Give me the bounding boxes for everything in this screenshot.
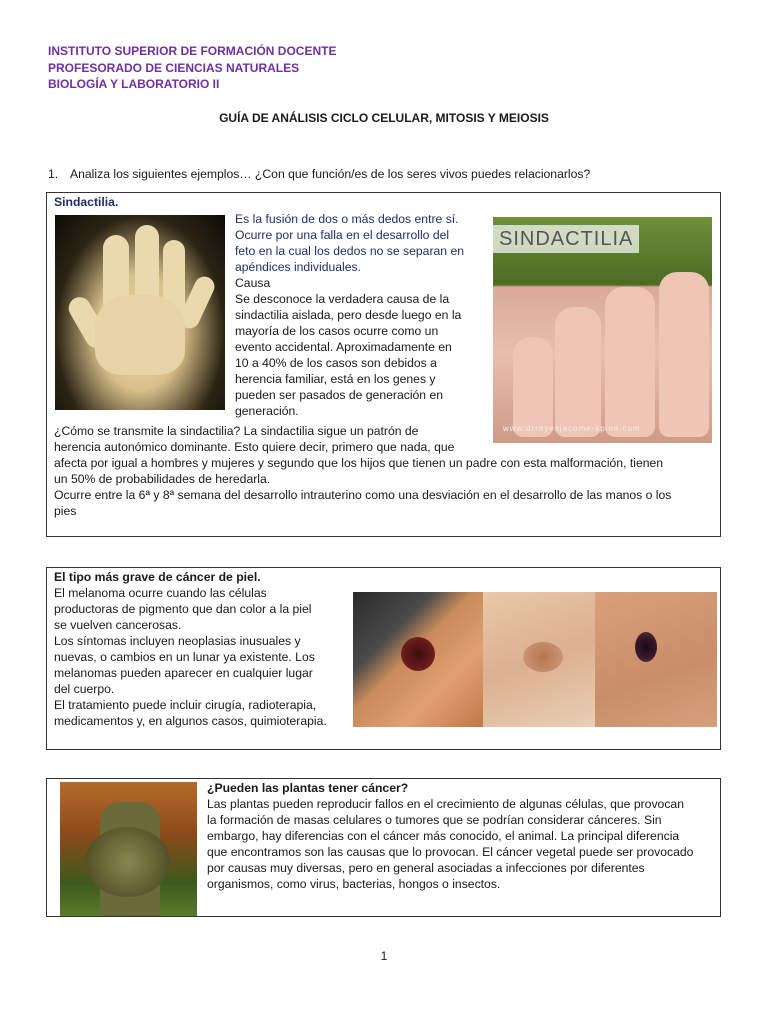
question-number: 1. [48,167,59,181]
sindactilia-box [46,192,721,537]
image-watermark-url: www.drreyesjacome-spine.com [503,424,641,433]
hand-photo [55,215,225,410]
melanoma-line: medicamentos y, en algunos casos, quimioterapia. [54,714,327,728]
definition-line: feto en la cual los dedos no se separan en [235,244,465,258]
melanoma-description [54,585,339,729]
definition-line: Ocurre por una falla en el desarrollo del [235,228,450,242]
header-program: PROFESORADO DE CIENCIAS NATURALES [48,60,300,75]
plants-line: embargo, hay diferencias con el cáncer más conocido, el animal. La principal diferencia [207,829,680,843]
plants-title: ¿Pueden las plantas tener cáncer? [207,781,409,795]
melanoma-photo-mole [595,592,717,727]
melanoma-title: El tipo más grave de cáncer de piel. [54,570,261,584]
sindactilia-transmission [54,423,714,519]
plants-line: por causas muy diversas, pero en general asociadas a infecciones por diferentes [207,861,645,875]
cause-line: pueden ser pasados de generación en [235,388,444,402]
definition-line: apéndices individuales. [235,260,362,274]
plants-description [207,796,714,892]
melanoma-photo-arm [353,592,483,727]
transmission-line: afecta por igual a hombres y mujeres y segundo que los hijos que tienen un padre con esta malformación, tienen [54,456,664,470]
question-1 [48,166,590,182]
definition-line: Es la fusión de dos o más dedos entre sí. [235,212,459,226]
tree-tumor-photo [60,782,197,916]
page-number: 1 [380,949,388,963]
plants-box [46,778,721,917]
sindactilia-image-label: SINDACTILIA [493,225,639,253]
sindactilia-title: Sindactilia. [54,195,119,209]
cause-line: sindactilia aislada, pero desde luego en la [235,308,462,322]
cause-label: Causa [235,276,271,290]
melanoma-photos [353,592,717,727]
sindactilia-description [235,211,481,419]
plants-line: que encontramos son las causas que lo provocan. El cáncer vegetal puede ser provocado [207,845,694,859]
document-title: GUÍA DE ANÁLISIS CICLO CELULAR, MITOSIS Y MEIOSIS [219,111,549,125]
melanoma-line: Los síntomas incluyen neoplasias inusuales y [54,634,301,648]
melanoma-line: nuevas, o cambios en un lunar ya existente. Los [54,650,315,664]
cause-line: 10 a 40% de los casos son debidos a [235,356,437,370]
melanoma-line: El tratamiento puede incluir cirugía, radioterapia, [54,698,317,712]
transmission-line: ¿Cómo se transmite la sindactilia? La sindactilia sigue un patrón de [54,424,419,438]
melanoma-line: del cuerpo. [54,682,115,696]
melanoma-photo-skin [483,592,595,727]
question-text: Analiza los siguientes ejemplos… ¿Con que función/es de los seres vivos puedes relacionarlos? [70,167,591,181]
transmission-line: Ocurre entre la 6ª y 8ª semana del desarrollo intrauterino como una desviación en el desarrollo de las manos o los [54,488,672,502]
melanoma-line: se vuelven cancerosas. [54,618,182,632]
melanoma-line: productoras de pigmento que dan color a la piel [54,602,312,616]
cause-line: mayoría de los casos ocurre como un [235,324,439,338]
melanoma-line: melanomas pueden aparecer en cualquier lugar [54,666,313,680]
cause-line: Se desconoce la verdadera causa de la [235,292,450,306]
plants-line: Las plantas pueden reproducir fallos en el crecimiento de algunas células, que provocan [207,797,684,811]
header-course: BIOLOGÍA Y LABORATORIO II [48,77,220,91]
feet-photo [493,217,712,443]
cause-line: evento accidental. Aproximadamente en [235,340,452,354]
cause-line: generación. [235,404,299,418]
transmission-line: un 50% de probabilidades de heredarla. [54,472,271,486]
plants-line: organismos, como virus, bacterias, hongos o insectos. [207,877,501,891]
transmission-line: herencia autonómico dominante. Esto quiere decir, primero que nada, que [54,440,455,454]
plants-line: la formación de masas celulares o tumores que se podrían considerar cánceres. Sin [207,813,662,827]
melanoma-line: El melanoma ocurre cuando las células [54,586,267,600]
cause-line: herencia familiar, está en los genes y [235,372,436,386]
header-institution: INSTITUTO SUPERIOR DE FORMACIÓN DOCENTE [48,44,337,58]
melanoma-box [46,567,721,750]
transmission-line: pies [54,504,77,518]
institution-header [48,43,336,93]
